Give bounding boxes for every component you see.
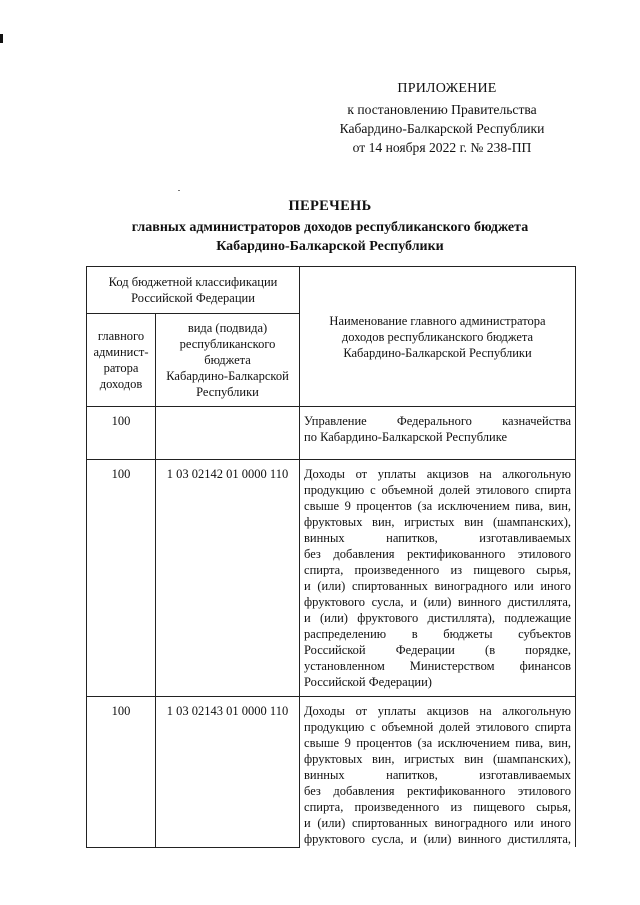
header-admin-line: админист- (93, 345, 149, 359)
revenue-administrators-table (86, 266, 576, 848)
header-admin-line: доходов (99, 377, 143, 391)
description-line: спирта, произведенного из пищевого сырья, (304, 563, 572, 577)
description-line: спирта, произведенного из пищевого сырья, (304, 800, 572, 814)
header-name-line: Кабардино-Балкарской Республики (343, 345, 532, 360)
description-line: продукцию с объемной долей этилового спирта (304, 483, 572, 497)
header-kind-column (156, 314, 300, 407)
kbk-code-cell (156, 407, 300, 460)
header-name-line: Наименование главного администратора (329, 313, 546, 328)
administrator-name-cell (300, 407, 576, 460)
description-line: фруктовых вин, игристых вин (шампанских), (304, 752, 572, 766)
table-row (87, 407, 576, 460)
document-subtitle-line: главных администраторов доходов республиканского бюджета (131, 220, 529, 235)
header-admin-column (87, 314, 156, 407)
description-line: и (или) спиртованных виноградного или иного (304, 579, 572, 593)
description-line: Российской Федерации) (304, 675, 432, 689)
description-line: без добавления ректификованного этилового (304, 547, 572, 561)
header-kind-line: республиканского (179, 337, 276, 351)
revenue-description-cell (300, 697, 576, 848)
description-line: Управление Федерального казначейства (304, 414, 572, 428)
description-line: фруктовых вин, игристых вин (шампанских), (304, 515, 572, 529)
description-line: фруктового сусла, и (или) винного дистиллята, (304, 832, 572, 846)
document-subtitle-line: Кабардино-Балкарской Республики (216, 239, 444, 254)
header-code-group-text: Код бюджетной классификации Российской Федерации (108, 275, 278, 305)
admin-code-cell: 100 (87, 460, 156, 697)
header-code-group (87, 267, 300, 314)
description-line: фруктового сусла, и (или) винного дистиллята, (304, 595, 572, 609)
header-admin-line: ратора (103, 361, 139, 375)
appendix-line: от 14 ноября 2022 г. № 238-ПП (352, 140, 532, 155)
description-line: продукцию с объемной долей этилового спирта (304, 720, 572, 734)
header-name-column (300, 267, 576, 407)
description-line: винных напитков, изготавливаемых (304, 531, 572, 545)
scan-edge-mark (0, 34, 3, 43)
description-line: по Кабардино-Балкарской Республике (304, 430, 508, 444)
description-line: Доходы от уплаты акцизов на алкогольную (304, 467, 572, 481)
description-line: без добавления ректификованного этилового (304, 784, 572, 798)
appendix-line: Кабардино-Балкарской Республики (339, 121, 545, 136)
admin-code-cell: 100 (87, 697, 156, 848)
appendix-line: к постановлению Правительства (347, 102, 537, 117)
appendix-block (322, 79, 562, 157)
document-title: ПЕРЕЧЕНЬ (288, 198, 372, 214)
description-line: установленном Министерством финансов (304, 659, 572, 673)
description-line: Доходы от уплаты акцизов на алкогольную (304, 704, 572, 718)
description-line: Российской Федерации (в порядке, (304, 643, 572, 657)
header-kind-line: Кабардино-Балкарской (166, 369, 289, 383)
header-kind-line: Республики (196, 385, 259, 399)
header-kind-line: бюджета (204, 353, 251, 367)
description-line: винных напитков, изготавливаемых (304, 768, 572, 782)
table-row (87, 460, 576, 697)
scan-speck (178, 190, 180, 191)
description-line: и (или) фруктового дистиллята), подлежащие (304, 611, 572, 625)
table-header-row (87, 267, 576, 314)
admin-code-cell: 100 (87, 407, 156, 460)
appendix-label: ПРИЛОЖЕНИЕ (397, 81, 497, 96)
description-line: свыше 9 процентов (за исключением пива, вин, (304, 736, 572, 750)
description-line: и (или) спиртованных виноградного или иного (304, 816, 572, 830)
revenue-description-cell (300, 460, 576, 697)
table-row (87, 697, 576, 848)
header-admin-line: главного (97, 329, 145, 343)
description-line: распределению в бюджеты субъектов (304, 627, 572, 641)
description-line: свыше 9 процентов (за исключением пива, вин, (304, 499, 572, 513)
kbk-code-cell: 1 03 02143 01 0000 110 (156, 697, 300, 848)
kbk-code-cell: 1 03 02142 01 0000 110 (156, 460, 300, 697)
header-kind-line: вида (подвида) (187, 321, 268, 335)
header-name-line: доходов республиканского бюджета (341, 329, 534, 344)
document-heading (85, 196, 575, 256)
